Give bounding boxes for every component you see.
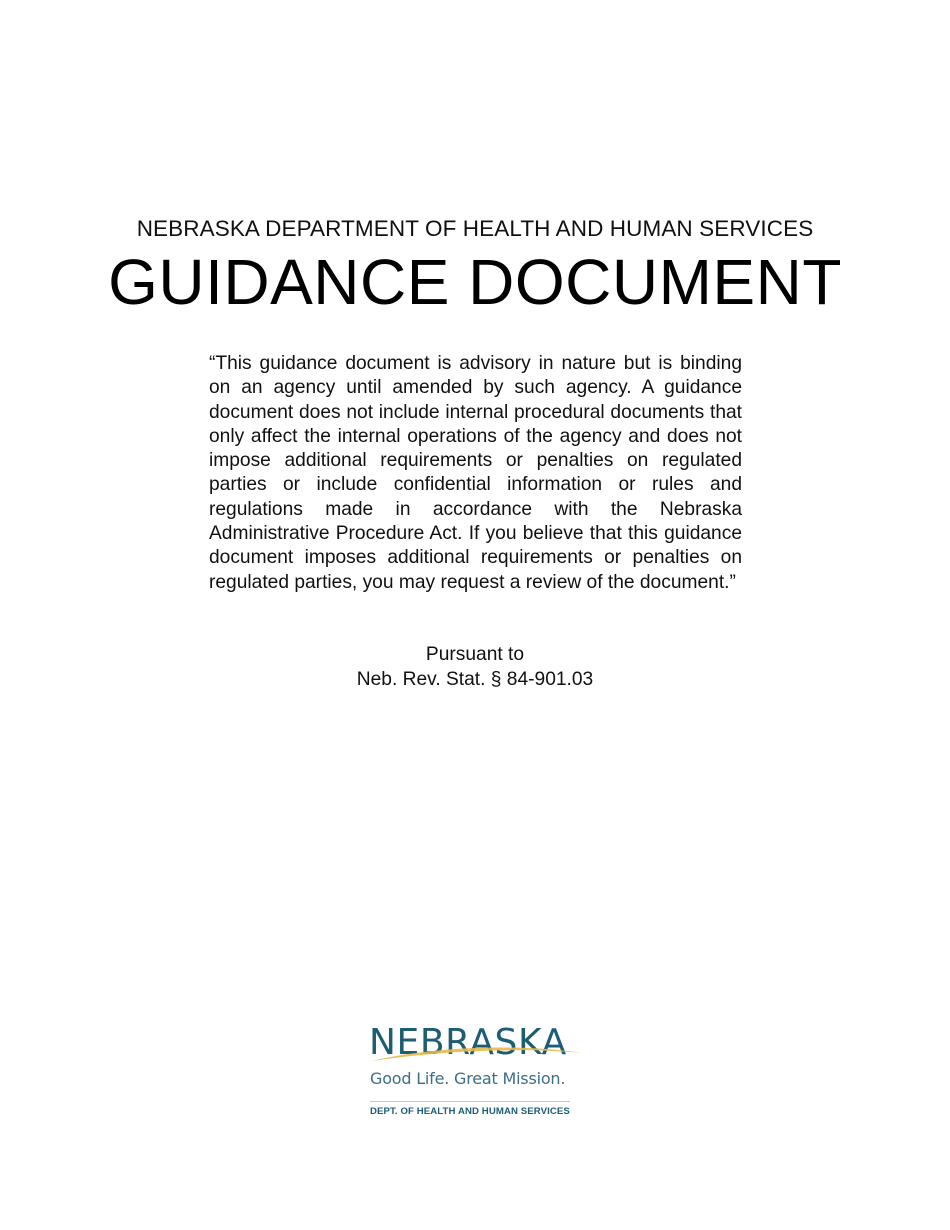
logo-wordmark: NEBRASKA bbox=[369, 1022, 567, 1063]
logo-tagline: Good Life. Great Mission. bbox=[370, 1069, 566, 1088]
disclaimer-paragraph: “This guidance document is advisory in nature but is binding on an agency until amended by such agency. A guidance document does not include internal procedural documents that only affect the internal operations of the agency and does not impose additional requirements or penalties on regulated parties or include confidential information or rules and regulations made in accordance with the Nebraska Administrative Procedure Act. If you believe that this guidance document imposes additional requirements or penalties on regulated parties, you may request a review of the document.” bbox=[209, 353, 742, 593]
nebraska-dhhs-logo bbox=[368, 1023, 584, 1123]
logo-divider bbox=[370, 1101, 570, 1102]
swoosh-icon bbox=[368, 1041, 584, 1065]
logo-department: DEPT. OF HEALTH AND HUMAN SERVICES bbox=[370, 1106, 570, 1117]
citation-line-2: Neb. Rev. Stat. § 84-901.03 bbox=[356, 668, 594, 690]
citation-line-1: Pursuant to bbox=[425, 644, 525, 665]
document-title: GUIDANCE DOCUMENT bbox=[108, 246, 842, 318]
statute-citation bbox=[0, 643, 950, 692]
department-heading: NEBRASKA DEPARTMENT OF HEALTH AND HUMAN SERVICES bbox=[136, 216, 814, 241]
